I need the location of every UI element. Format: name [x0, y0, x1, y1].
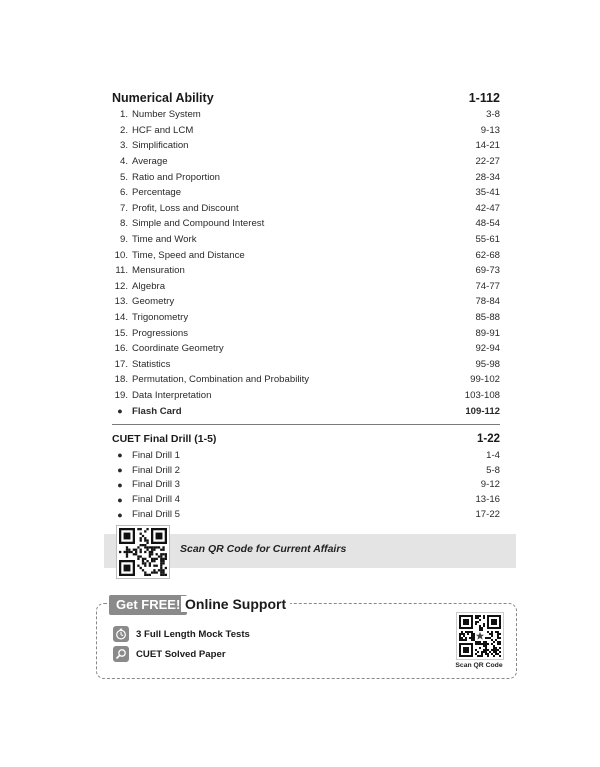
- drill-pages: 1-4: [486, 449, 500, 461]
- toc-row-title: [112, 218, 264, 229]
- toc-row: [112, 185, 500, 201]
- chapter-title: Number System: [132, 109, 201, 121]
- toc-row: [112, 216, 500, 232]
- section-pages: 1-22: [476, 433, 500, 445]
- section-divider: [112, 424, 500, 425]
- toc-row: [112, 341, 500, 357]
- chapter-title: Percentage: [132, 187, 182, 199]
- support-qr-code: [456, 612, 504, 660]
- toc-row-title: [112, 328, 188, 339]
- flash-card-row: [112, 403, 500, 419]
- chapter-title: Progressions: [132, 327, 188, 339]
- toc-row: [112, 247, 500, 263]
- drill-row: [112, 448, 500, 463]
- toc-row-title: [112, 450, 180, 461]
- toc-row: [112, 279, 500, 295]
- bullet-icon: ●: [117, 406, 123, 417]
- chapter-number: 6.: [119, 187, 128, 199]
- chapter-number: 2.: [119, 124, 128, 136]
- mock-tests-item: [113, 626, 250, 642]
- chapter-number: 5.: [119, 171, 128, 183]
- chapter-number: 15.: [114, 327, 128, 339]
- bullet-icon: ●: [117, 479, 123, 490]
- toc-row-title: [112, 359, 170, 370]
- toc-row: [112, 310, 500, 326]
- drill-row: [112, 492, 500, 507]
- chapter-number: 17.: [114, 358, 128, 370]
- chapter-title: Data Interpretation: [132, 389, 212, 401]
- chapter-number: 11.: [115, 265, 128, 277]
- toc-row-title: [112, 125, 193, 136]
- toc-row-title: [112, 140, 189, 151]
- chapter-number: 19.: [114, 389, 128, 401]
- mock-tests-label: 3 Full Length Mock Tests: [136, 628, 250, 640]
- current-affairs-text: Scan QR Code for Current Affairs: [180, 543, 347, 555]
- toc-row: [112, 107, 500, 123]
- chapter-number: 3.: [119, 140, 128, 152]
- toc-row-title: [112, 172, 220, 183]
- drill-row: [112, 478, 500, 493]
- toc-row: [112, 169, 500, 185]
- chapter-title: Simple and Compound Interest: [132, 218, 265, 230]
- section-pages: 1-112: [468, 91, 500, 105]
- chapter-title: Permutation, Combination and Probability: [132, 374, 310, 386]
- toc-row-title: [112, 312, 188, 323]
- chapter-number: 7.: [119, 202, 128, 214]
- chapter-title: Trigonometry: [132, 312, 189, 324]
- toc-row-title: [112, 234, 197, 245]
- chapter-title: Statistics: [132, 358, 171, 370]
- toc-row-title: [112, 281, 165, 292]
- toc-row: [112, 154, 500, 170]
- toc-row: [112, 232, 500, 248]
- chapter-pages: 28-34: [475, 171, 500, 183]
- stopwatch-icon: [113, 626, 129, 642]
- chapter-pages: 3-8: [486, 109, 500, 121]
- toc-row: [112, 123, 500, 139]
- chapter-title: Ratio and Proportion: [132, 171, 220, 183]
- qr-code-icon: [116, 525, 170, 579]
- toc-row-title: [112, 390, 211, 401]
- toc-row: [112, 372, 500, 388]
- toc-row: [112, 138, 500, 154]
- toc-row-title: [112, 250, 245, 261]
- toc-row-title: [112, 109, 201, 120]
- chapter-pages: 14-21: [475, 140, 500, 152]
- toc-row-title: [112, 465, 180, 476]
- section-heading: [112, 431, 500, 447]
- drill-pages: 5-8: [486, 464, 500, 476]
- toc-row: [112, 325, 500, 341]
- toc-row-title: [112, 265, 185, 276]
- toc-row-title: [112, 203, 239, 214]
- scan-qr-label: Scan QR Code: [455, 662, 503, 669]
- chapter-pages: 92-94: [475, 343, 500, 355]
- online-support-title: Online Support: [181, 596, 290, 612]
- bullet-icon: ●: [117, 509, 123, 520]
- chapter-title: Average: [132, 156, 168, 168]
- toc-row-title: [112, 479, 180, 490]
- chapter-title: Profit, Loss and Discount: [132, 202, 239, 214]
- chapter-pages: 9-13: [480, 124, 500, 136]
- section-heading: [112, 90, 500, 106]
- toc-row-title: [112, 509, 180, 520]
- toc-row-title: [112, 406, 182, 417]
- chapter-title: Time and Work: [132, 234, 197, 246]
- chapter-number: 8.: [119, 218, 128, 230]
- toc-row: [112, 263, 500, 279]
- chapter-pages: 89-91: [475, 327, 500, 339]
- solved-paper-label: CUET Solved Paper: [136, 648, 226, 660]
- drill-title: Final Drill 1: [132, 449, 180, 461]
- get-free-badge: Get FREE!: [109, 595, 187, 615]
- chapter-number: 18.: [114, 374, 128, 386]
- magnifier-icon: [113, 646, 129, 662]
- chapter-pages: 55-61: [475, 234, 500, 246]
- drill-title: Final Drill 5: [132, 509, 180, 521]
- drill-title: Final Drill 4: [132, 494, 180, 506]
- flash-card-pages: 109-112: [465, 405, 500, 417]
- chapter-number: 9.: [119, 234, 128, 246]
- chapter-title: HCF and LCM: [132, 124, 194, 136]
- chapter-number: 10.: [114, 249, 128, 261]
- toc-row-title: [112, 374, 309, 385]
- chapter-pages: 85-88: [475, 312, 500, 324]
- chapter-title: Time, Speed and Distance: [132, 249, 245, 261]
- chapter-pages: 62-68: [475, 249, 500, 261]
- solved-paper-item: [113, 646, 226, 662]
- section-title: Numerical Ability: [112, 91, 214, 105]
- chapter-title: Algebra: [132, 280, 166, 292]
- chapter-title: Simplification: [132, 140, 189, 152]
- chapter-pages: 35-41: [475, 187, 500, 199]
- toc-row: [112, 388, 500, 404]
- flash-card-title: Flash Card: [132, 405, 182, 417]
- chapter-number: 13.: [114, 296, 128, 308]
- chapter-pages: 22-27: [475, 156, 500, 168]
- toc-row-title: [112, 296, 174, 307]
- bullet-icon: ●: [117, 465, 123, 476]
- chapter-pages: 95-98: [475, 358, 500, 370]
- drill-row: [112, 463, 500, 478]
- bullet-icon: ●: [117, 450, 123, 461]
- chapter-pages: 69-73: [475, 265, 500, 277]
- chapter-number: 12.: [114, 280, 128, 292]
- chapter-number: 4.: [119, 156, 128, 168]
- drill-pages: 17-22: [475, 509, 500, 521]
- toc-row-title: [112, 494, 180, 505]
- chapter-number: 1.: [119, 109, 128, 121]
- chapter-number: 14.: [114, 312, 128, 324]
- toc-row: [112, 357, 500, 373]
- chapter-pages: 99-102: [470, 374, 500, 386]
- chapter-number: 16.: [114, 343, 128, 355]
- chapter-pages: 74-77: [475, 280, 500, 292]
- chapter-pages: 48-54: [475, 218, 500, 230]
- chapter-pages: 103-108: [464, 389, 500, 401]
- chapter-title: Geometry: [132, 296, 175, 308]
- drill-pages: 13-16: [475, 494, 500, 506]
- chapter-title: Mensuration: [132, 265, 185, 277]
- drill-title: Final Drill 3: [132, 479, 180, 491]
- logo-icon: [475, 631, 485, 641]
- drill-title: Final Drill 2: [132, 464, 180, 476]
- toc-row-title: [112, 156, 168, 167]
- toc-row: [112, 201, 500, 217]
- chapter-pages: 42-47: [475, 202, 500, 214]
- section-title: CUET Final Drill (1-5): [112, 433, 217, 445]
- bullet-icon: ●: [117, 494, 123, 505]
- toc-row: [112, 294, 500, 310]
- chapter-title: Coordinate Geometry: [132, 343, 224, 355]
- drill-row: [112, 507, 500, 522]
- toc-row-title: [112, 343, 224, 354]
- final-drill-section: [112, 431, 500, 522]
- toc-row-title: [112, 187, 181, 198]
- chapter-pages: 78-84: [475, 296, 500, 308]
- numerical-ability-section: [112, 90, 500, 419]
- drill-pages: 9-12: [480, 479, 500, 491]
